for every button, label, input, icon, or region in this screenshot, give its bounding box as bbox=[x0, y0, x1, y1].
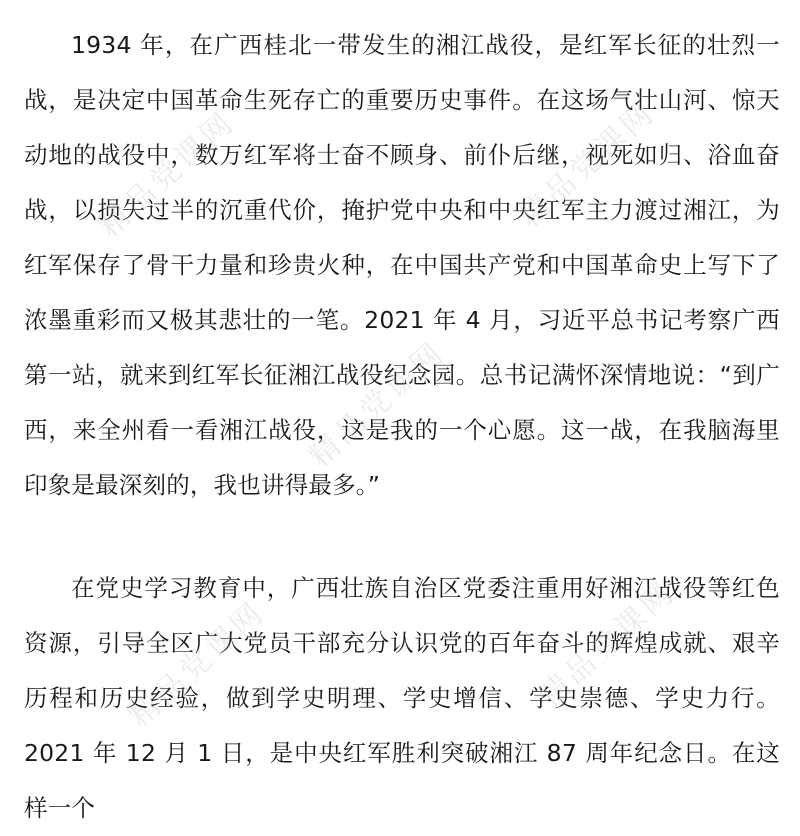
watermark: 精品党课网 bbox=[302, 334, 453, 475]
paragraph-1: 1934 年，在广西桂北一带发生的湘江战役，是红军长征的壮烈一战，是决定中国革命生死存亡的重要历史事件。在这场气壮山河、惊天动地的战役中，数万红军将士奋不顾身、前仆后继，视死如归、浴血奋战，以损失过半的沉重代价，掩护党中央和中央红军主力渡过湘江，为红军保存了骨干力量和珍贵火种，在中国共产党和中国革命史上写下了浓墨重彩而又极其悲壮的一笔。2021 年 4 月，习近平总书记考察广西第一站，就来到红军长征湘江战役纪念园。总书记满怀深情地说：“到广西，来全州看一看湘江战役，这是我的一个心愿。这一战，在我脑海里印象是最深刻的，我也讲得最多。” bbox=[24, 31, 780, 499]
watermark: 精品党课网 bbox=[92, 104, 243, 245]
watermark: 精品党课网 bbox=[512, 94, 663, 235]
paragraph-2: 在党史学习教育中，广西壮族自治区党委注重用好湘江战役等红色资源，引导全区广大党员干部充分认识党的百年奋斗的辉煌成就、艰辛历程和历史经验，做到学史明理、学史增信、学史崇德、学史力行。2021 年 12 月 1 日，是中央红军胜利突破湘江 87 周年纪念日。在这样一个 bbox=[24, 574, 780, 822]
watermark: 精品党课网 bbox=[122, 594, 273, 735]
watermark: 精品党课网 bbox=[532, 574, 683, 715]
